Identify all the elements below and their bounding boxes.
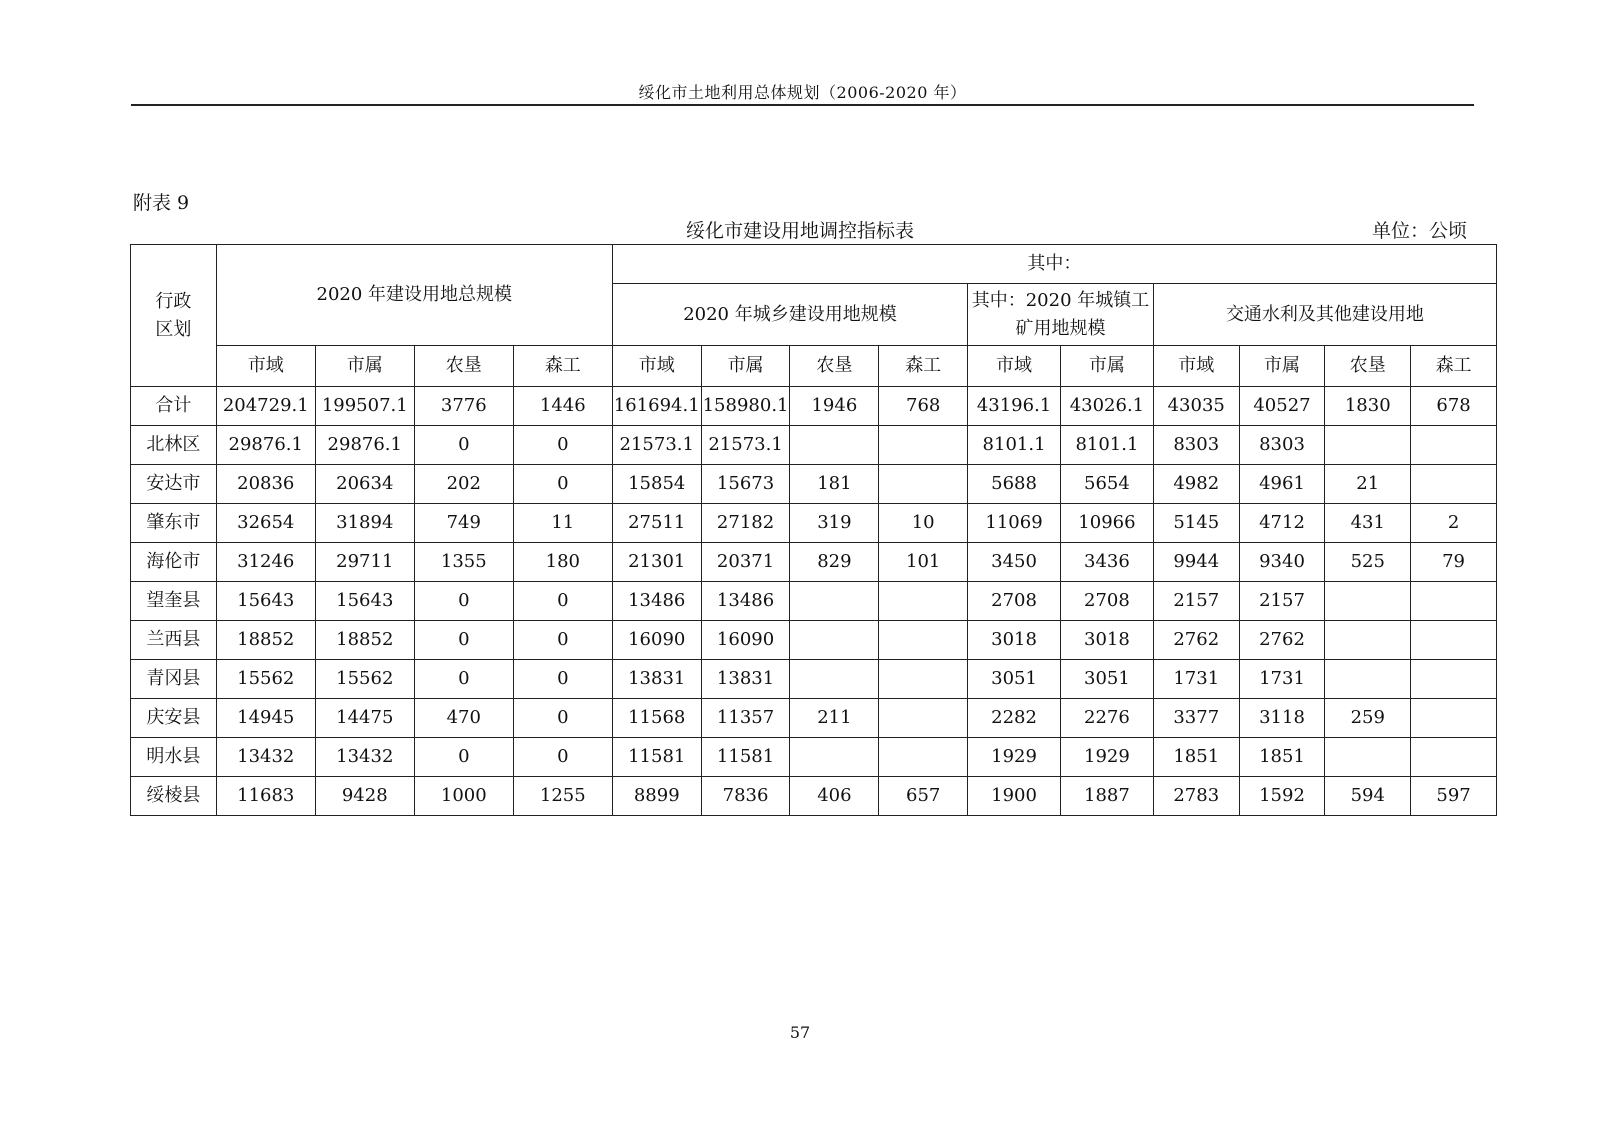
- table-cell: [790, 426, 879, 465]
- table-cell: 16090: [701, 621, 790, 660]
- header-region: 行政区划: [131, 245, 217, 387]
- region-name-cell: 海伦市: [131, 543, 217, 582]
- table-cell: 204729.1: [216, 387, 315, 426]
- table-cell: [879, 660, 968, 699]
- table-cell: [1411, 426, 1497, 465]
- region-name-cell: 绥棱县: [131, 777, 217, 816]
- table-cell: 181: [790, 465, 879, 504]
- table-row: [131, 504, 1497, 543]
- table-cell: 5688: [968, 465, 1061, 504]
- table-cell: [1325, 582, 1411, 621]
- table-cell: 3377: [1153, 699, 1239, 738]
- table-cell: 1731: [1239, 660, 1325, 699]
- table-cell: 3018: [968, 621, 1061, 660]
- subheader-nongken: 农垦: [790, 346, 879, 387]
- subheader-shishu: 市属: [315, 346, 414, 387]
- table-cell: 3450: [968, 543, 1061, 582]
- table-cell: 10: [879, 504, 968, 543]
- table-cell: 4982: [1153, 465, 1239, 504]
- table-row: [131, 465, 1497, 504]
- table-cell: 101: [879, 543, 968, 582]
- header-rule: [131, 104, 1474, 106]
- table-cell: [1411, 621, 1497, 660]
- table-row: [131, 699, 1497, 738]
- table-cell: 21573.1: [612, 426, 701, 465]
- table-cell: 211: [790, 699, 879, 738]
- table-row: [131, 426, 1497, 465]
- table-cell: 180: [513, 543, 612, 582]
- table-cell: 27182: [701, 504, 790, 543]
- table-cell: 0: [414, 660, 513, 699]
- table-cell: 11581: [701, 738, 790, 777]
- header-urban-mining-land: 其中：2020 年城镇工矿用地规模: [968, 284, 1154, 346]
- table-cell: 0: [513, 582, 612, 621]
- table-cell: 15562: [315, 660, 414, 699]
- table-cell: 11357: [701, 699, 790, 738]
- table-cell: [790, 738, 879, 777]
- table-cell: 20634: [315, 465, 414, 504]
- table-cell: 8303: [1153, 426, 1239, 465]
- table-cell: 7836: [701, 777, 790, 816]
- header-transport-water-other-land: 交通水利及其他建设用地: [1153, 284, 1496, 346]
- table-cell: 29711: [315, 543, 414, 582]
- table-row: [131, 777, 1497, 816]
- table-cell: 4712: [1239, 504, 1325, 543]
- table-cell: 27511: [612, 504, 701, 543]
- table-cell: 13486: [612, 582, 701, 621]
- table-cell: 15643: [216, 582, 315, 621]
- table-cell: 13486: [701, 582, 790, 621]
- table-cell: 202: [414, 465, 513, 504]
- table-cell: 0: [513, 426, 612, 465]
- table-cell: 11069: [968, 504, 1061, 543]
- region-name-cell: 庆安县: [131, 699, 217, 738]
- table-cell: 15643: [315, 582, 414, 621]
- table-cell: 8101.1: [968, 426, 1061, 465]
- table-cell: [879, 426, 968, 465]
- table-cell: 3051: [968, 660, 1061, 699]
- table-cell: 15562: [216, 660, 315, 699]
- table-cell: 43035: [1153, 387, 1239, 426]
- table-cell: 9944: [1153, 543, 1239, 582]
- table-cell: 11: [513, 504, 612, 543]
- table-cell: [879, 465, 968, 504]
- table-cell: 829: [790, 543, 879, 582]
- region-name-cell: 明水县: [131, 738, 217, 777]
- table-cell: 13432: [315, 738, 414, 777]
- subheader-shiyu: 市域: [612, 346, 701, 387]
- table-cell: 15673: [701, 465, 790, 504]
- subheader-sengong: 森工: [1411, 346, 1497, 387]
- table-cell: 0: [414, 426, 513, 465]
- table-cell: 1851: [1239, 738, 1325, 777]
- subheader-shiyu: 市域: [1153, 346, 1239, 387]
- table-cell: 0: [414, 738, 513, 777]
- table-cell: 2: [1411, 504, 1497, 543]
- table-cell: 161694.1: [612, 387, 701, 426]
- table-cell: 13831: [612, 660, 701, 699]
- table-cell: 3051: [1060, 660, 1153, 699]
- table-cell: 0: [513, 660, 612, 699]
- table-cell: [879, 621, 968, 660]
- table-cell: 1355: [414, 543, 513, 582]
- table-cell: 594: [1325, 777, 1411, 816]
- table-cell: 1929: [968, 738, 1061, 777]
- table-cell: 1929: [1060, 738, 1153, 777]
- table-cell: 2783: [1153, 777, 1239, 816]
- subheader-shiyu: 市域: [216, 346, 315, 387]
- table-cell: 16090: [612, 621, 701, 660]
- region-name-cell: 望奎县: [131, 582, 217, 621]
- table-cell: 2762: [1153, 621, 1239, 660]
- table-row: [131, 738, 1497, 777]
- table-row: [131, 387, 1497, 426]
- table-cell: 20836: [216, 465, 315, 504]
- construction-land-table: [130, 244, 1497, 816]
- table-cell: 525: [1325, 543, 1411, 582]
- table-cell: 11581: [612, 738, 701, 777]
- table-cell: 13831: [701, 660, 790, 699]
- table-cell: [1325, 738, 1411, 777]
- region-name-cell: 合计: [131, 387, 217, 426]
- subheader-shishu: 市属: [1239, 346, 1325, 387]
- header-urban-rural-land: 2020 年城乡建设用地规模: [612, 284, 967, 346]
- appendix-label: 附表 9: [133, 192, 190, 214]
- subheader-shishu: 市属: [1060, 346, 1153, 387]
- table-cell: 3118: [1239, 699, 1325, 738]
- table-cell: [879, 699, 968, 738]
- subheader-nongken: 农垦: [414, 346, 513, 387]
- table-cell: 0: [513, 738, 612, 777]
- table-cell: 31894: [315, 504, 414, 543]
- table-cell: 20371: [701, 543, 790, 582]
- table-cell: 8101.1: [1060, 426, 1153, 465]
- table-cell: 319: [790, 504, 879, 543]
- table-cell: 21: [1325, 465, 1411, 504]
- table-cell: 2282: [968, 699, 1061, 738]
- table-cell: [879, 738, 968, 777]
- table-cell: 0: [513, 621, 612, 660]
- table-cell: 40527: [1239, 387, 1325, 426]
- table-cell: 657: [879, 777, 968, 816]
- subheader-nongken: 农垦: [1325, 346, 1411, 387]
- table-cell: 9340: [1239, 543, 1325, 582]
- table-cell: 5145: [1153, 504, 1239, 543]
- unit-label: 单位：公顷: [1372, 220, 1468, 242]
- table-cell: [1411, 738, 1497, 777]
- region-name-cell: 北林区: [131, 426, 217, 465]
- table-cell: 3436: [1060, 543, 1153, 582]
- table-cell: 199507.1: [315, 387, 414, 426]
- header-of-which: 其中：: [612, 245, 1496, 284]
- table-cell: 29876.1: [216, 426, 315, 465]
- table-cell: 21573.1: [701, 426, 790, 465]
- table-cell: 1830: [1325, 387, 1411, 426]
- table-cell: 749: [414, 504, 513, 543]
- table-cell: 11683: [216, 777, 315, 816]
- subheader-sengong: 森工: [879, 346, 968, 387]
- table-cell: [790, 582, 879, 621]
- table-cell: [1325, 621, 1411, 660]
- table-title: 绥化市建设用地调控指标表: [685, 220, 914, 242]
- table-cell: 13432: [216, 738, 315, 777]
- table-cell: 3776: [414, 387, 513, 426]
- table-cell: 1946: [790, 387, 879, 426]
- table-cell: 8303: [1239, 426, 1325, 465]
- table-cell: 470: [414, 699, 513, 738]
- running-header: 绥化市土地利用总体规划（2006-2020 年）: [638, 83, 967, 102]
- table-row: [131, 660, 1497, 699]
- table-cell: 2157: [1153, 582, 1239, 621]
- table-cell: [1411, 465, 1497, 504]
- table-cell: 1851: [1153, 738, 1239, 777]
- table-cell: 43026.1: [1060, 387, 1153, 426]
- table-cell: 597: [1411, 777, 1497, 816]
- subheader-sengong: 森工: [513, 346, 612, 387]
- table-cell: 11568: [612, 699, 701, 738]
- region-name-cell: 青冈县: [131, 660, 217, 699]
- table-cell: 259: [1325, 699, 1411, 738]
- table-cell: [1325, 426, 1411, 465]
- table-cell: 14945: [216, 699, 315, 738]
- table-cell: [1411, 660, 1497, 699]
- table-cell: 10966: [1060, 504, 1153, 543]
- table-cell: 18852: [315, 621, 414, 660]
- page-number: 57: [789, 1023, 811, 1042]
- table-cell: 9428: [315, 777, 414, 816]
- table-row: [131, 582, 1497, 621]
- table-body: [131, 387, 1497, 816]
- table-cell: 1446: [513, 387, 612, 426]
- table-cell: 18852: [216, 621, 315, 660]
- table-cell: 0: [513, 699, 612, 738]
- header-total-construction-land: 2020 年建设用地总规模: [216, 245, 612, 346]
- table-cell: 1592: [1239, 777, 1325, 816]
- table-cell: 406: [790, 777, 879, 816]
- table-cell: 43196.1: [968, 387, 1061, 426]
- table-cell: 158980.1: [701, 387, 790, 426]
- table-cell: 1900: [968, 777, 1061, 816]
- table-cell: 2762: [1239, 621, 1325, 660]
- table-cell: 14475: [315, 699, 414, 738]
- table-cell: 4961: [1239, 465, 1325, 504]
- table-cell: 1731: [1153, 660, 1239, 699]
- table-cell: 2708: [968, 582, 1061, 621]
- table-cell: 2276: [1060, 699, 1153, 738]
- table-cell: 768: [879, 387, 968, 426]
- table-cell: 15854: [612, 465, 701, 504]
- table-cell: 79: [1411, 543, 1497, 582]
- table-cell: [790, 621, 879, 660]
- region-name-cell: 兰西县: [131, 621, 217, 660]
- table-cell: 0: [513, 465, 612, 504]
- table-cell: 678: [1411, 387, 1497, 426]
- table-cell: 32654: [216, 504, 315, 543]
- table-row: [131, 543, 1497, 582]
- table-cell: 21301: [612, 543, 701, 582]
- table-cell: 2708: [1060, 582, 1153, 621]
- region-name-cell: 肇东市: [131, 504, 217, 543]
- table-cell: 2157: [1239, 582, 1325, 621]
- table-cell: 1887: [1060, 777, 1153, 816]
- table-cell: 1255: [513, 777, 612, 816]
- table-cell: 31246: [216, 543, 315, 582]
- table-row: [131, 621, 1497, 660]
- table-cell: 5654: [1060, 465, 1153, 504]
- table-cell: [790, 660, 879, 699]
- table-cell: 8899: [612, 777, 701, 816]
- table-cell: 0: [414, 621, 513, 660]
- region-name-cell: 安达市: [131, 465, 217, 504]
- table-cell: 29876.1: [315, 426, 414, 465]
- table-cell: 3018: [1060, 621, 1153, 660]
- table-cell: [1325, 660, 1411, 699]
- subheader-shiyu: 市域: [968, 346, 1061, 387]
- table-cell: 1000: [414, 777, 513, 816]
- table-cell: 431: [1325, 504, 1411, 543]
- table-cell: [879, 582, 968, 621]
- subheader-shishu: 市属: [701, 346, 790, 387]
- table-cell: [1411, 699, 1497, 738]
- table-cell: 0: [414, 582, 513, 621]
- table-cell: [1411, 582, 1497, 621]
